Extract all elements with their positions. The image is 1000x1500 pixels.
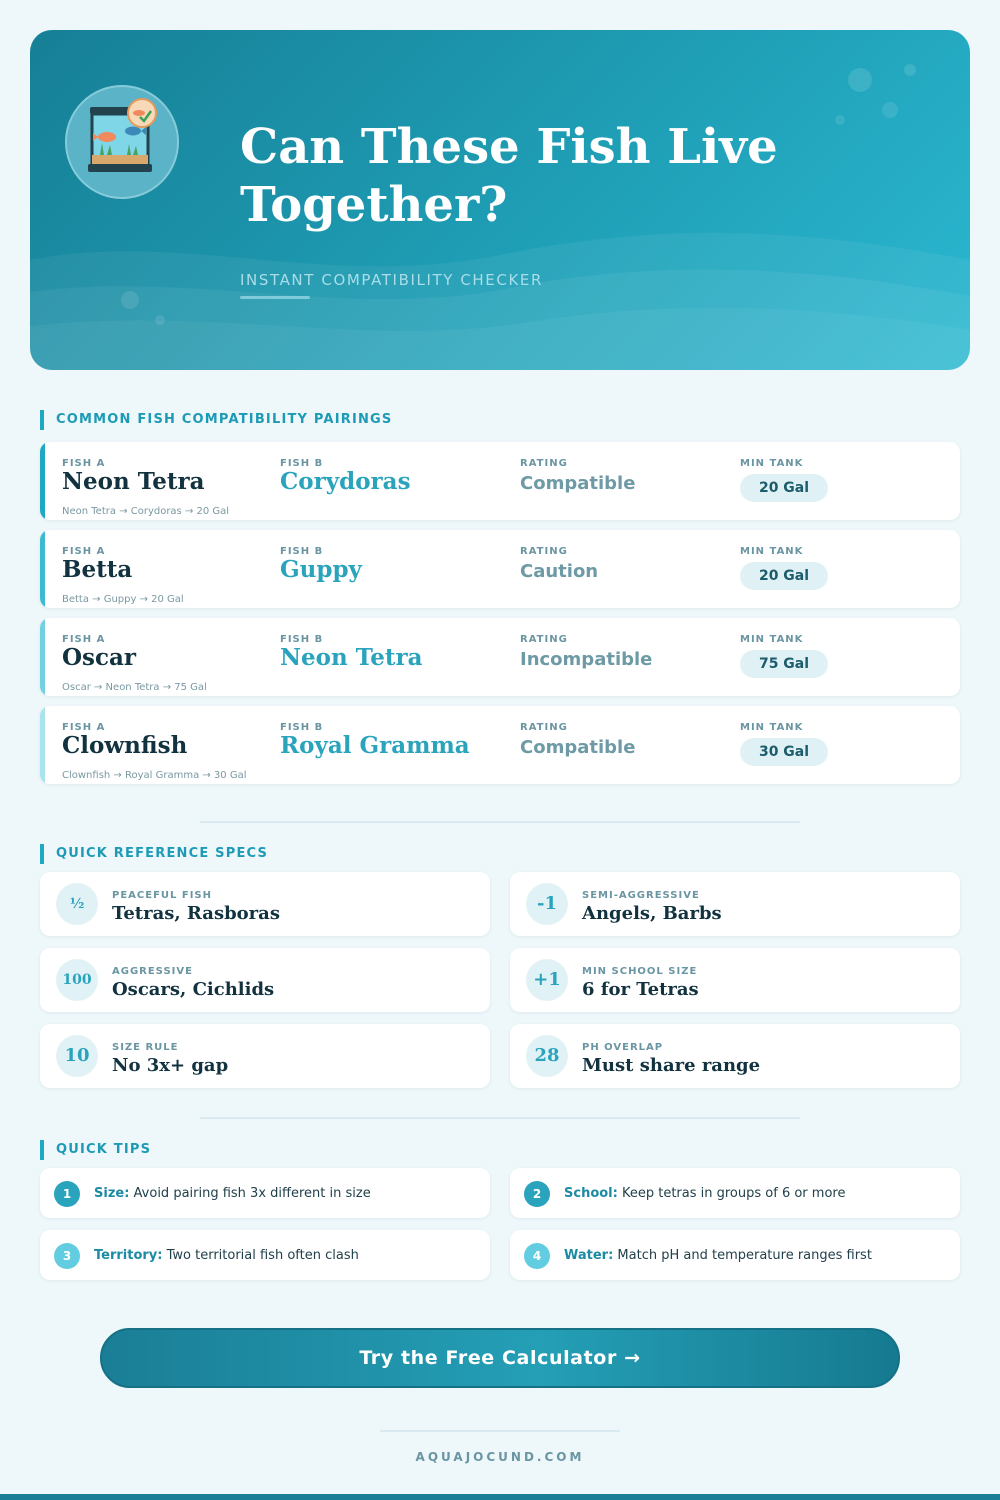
fish-b-label: FISH B <box>280 722 324 733</box>
spec-value: No 3x+ gap <box>112 1055 229 1076</box>
spec-number-icon: 10 <box>56 1035 98 1077</box>
spec-card <box>510 872 960 936</box>
tip-card <box>40 1230 490 1280</box>
fish-a-name: Betta <box>62 556 133 583</box>
fish-a-name: Clownfish <box>62 732 188 759</box>
divider <box>200 1117 800 1119</box>
spec-card <box>40 948 490 1012</box>
spec-number-icon: 100 <box>56 959 98 1001</box>
tip-body: Avoid pairing fish 3x different in size <box>129 1186 371 1201</box>
rating-value: Incompatible <box>520 649 653 670</box>
fish-a-label: FISH A <box>62 458 106 469</box>
fish-b-label: FISH B <box>280 546 324 557</box>
fish-b-name: Royal Gramma <box>280 732 470 759</box>
hero-subtitle: INSTANT COMPATIBILITY CHECKER <box>240 271 543 289</box>
tip-number-badge: 2 <box>524 1181 550 1207</box>
fish-a-label: FISH A <box>62 546 106 557</box>
hero-banner <box>30 30 970 370</box>
tip-body: Keep tetras in groups of 6 or more <box>617 1186 846 1201</box>
tip-key: Water: <box>564 1248 614 1263</box>
tip-number-badge: 3 <box>54 1243 80 1269</box>
footer-divider <box>380 1430 620 1432</box>
card-accent-bar <box>40 442 45 520</box>
spec-number-icon: -1 <box>526 883 568 925</box>
card-accent-bar <box>40 618 45 696</box>
spec-card <box>510 1024 960 1088</box>
tip-key: Territory: <box>94 1248 163 1263</box>
spec-value: Tetras, Rasboras <box>112 903 280 924</box>
tip-card <box>510 1168 960 1218</box>
spec-value: 6 for Tetras <box>582 979 699 1000</box>
fish-b-label: FISH B <box>280 458 324 469</box>
tip-card <box>40 1168 490 1218</box>
pairing-card[interactable] <box>40 442 960 520</box>
min-tank-badge: 30 Gal <box>740 738 828 766</box>
rating-value: Caution <box>520 561 599 582</box>
aquarium-logo-icon <box>65 85 179 199</box>
pairing-card[interactable] <box>40 530 960 608</box>
pairing-summary: Clownfish → Royal Gramma → 30 Gal <box>62 770 247 781</box>
try-calculator-button[interactable]: Try the Free Calculator → <box>100 1328 900 1388</box>
fish-a-label: FISH A <box>62 722 106 733</box>
fish-b-name: Guppy <box>280 556 362 583</box>
fish-b-label: FISH B <box>280 634 324 645</box>
card-accent-bar <box>40 706 45 784</box>
spec-number-icon: +1 <box>526 959 568 1001</box>
min-tank-badge: 75 Gal <box>740 650 828 678</box>
min-tank-label: MIN TANK <box>740 722 804 733</box>
fish-a-name: Oscar <box>62 644 137 671</box>
rating-value: Compatible <box>520 737 636 758</box>
tip-body: Two territorial fish often clash <box>162 1248 359 1263</box>
spec-number-icon: ½ <box>56 883 98 925</box>
spec-value: Must share range <box>582 1055 761 1076</box>
subtitle-underline <box>240 296 310 299</box>
tip-text <box>94 1186 371 1201</box>
tip-text <box>94 1248 359 1263</box>
spec-label: PH OVERLAP <box>582 1042 664 1053</box>
section-title-tips: QUICK TIPS <box>40 1140 151 1160</box>
pairing-summary: Neon Tetra → Corydoras → 20 Gal <box>62 506 230 517</box>
spec-label: MIN SCHOOL SIZE <box>582 966 698 977</box>
tip-text <box>564 1186 845 1201</box>
spec-label: AGGRESSIVE <box>112 966 193 977</box>
tip-number-badge: 1 <box>54 1181 80 1207</box>
min-tank-badge: 20 Gal <box>740 474 828 502</box>
spec-value: Oscars, Cichlids <box>112 979 275 1000</box>
pairing-card[interactable] <box>40 706 960 784</box>
min-tank-label: MIN TANK <box>740 458 804 469</box>
spec-card <box>40 1024 490 1088</box>
spec-label: PEACEFUL FISH <box>112 890 212 901</box>
section-title-pairings: COMMON FISH COMPATIBILITY PAIRINGS <box>40 410 393 430</box>
tip-card <box>510 1230 960 1280</box>
tip-body: Match pH and temperature ranges first <box>613 1248 872 1263</box>
section-title-specs: QUICK REFERENCE SPECS <box>40 844 268 864</box>
divider <box>200 821 800 823</box>
rating-label: RATING <box>520 546 568 557</box>
rating-label: RATING <box>520 634 568 645</box>
card-accent-bar <box>40 530 45 608</box>
spec-card <box>510 948 960 1012</box>
page-title: Can These Fish Live Together? <box>240 119 778 233</box>
tip-text <box>564 1248 872 1263</box>
tip-key: School: <box>564 1186 618 1201</box>
spec-card <box>40 872 490 936</box>
rating-value: Compatible <box>520 473 636 494</box>
min-tank-label: MIN TANK <box>740 546 804 557</box>
fish-a-name: Neon Tetra <box>62 468 205 495</box>
min-tank-badge: 20 Gal <box>740 562 828 590</box>
spec-value: Angels, Barbs <box>582 903 722 924</box>
footer-site-link[interactable]: AQUAJOCUND.COM <box>415 1450 585 1464</box>
bottom-bar <box>0 1494 1000 1500</box>
spec-label: SIZE RULE <box>112 1042 179 1053</box>
min-tank-label: MIN TANK <box>740 634 804 645</box>
pairing-card[interactable] <box>40 618 960 696</box>
rating-label: RATING <box>520 458 568 469</box>
spec-number-icon: 28 <box>526 1035 568 1077</box>
tip-key: Size: <box>94 1186 130 1201</box>
spec-label: SEMI-AGGRESSIVE <box>582 890 700 901</box>
fish-b-name: Corydoras <box>280 468 411 495</box>
fish-b-name: Neon Tetra <box>280 644 423 671</box>
fish-a-label: FISH A <box>62 634 106 645</box>
pairing-summary: Oscar → Neon Tetra → 75 Gal <box>62 682 207 693</box>
tip-number-badge: 4 <box>524 1243 550 1269</box>
pairing-summary: Betta → Guppy → 20 Gal <box>62 594 184 605</box>
rating-label: RATING <box>520 722 568 733</box>
